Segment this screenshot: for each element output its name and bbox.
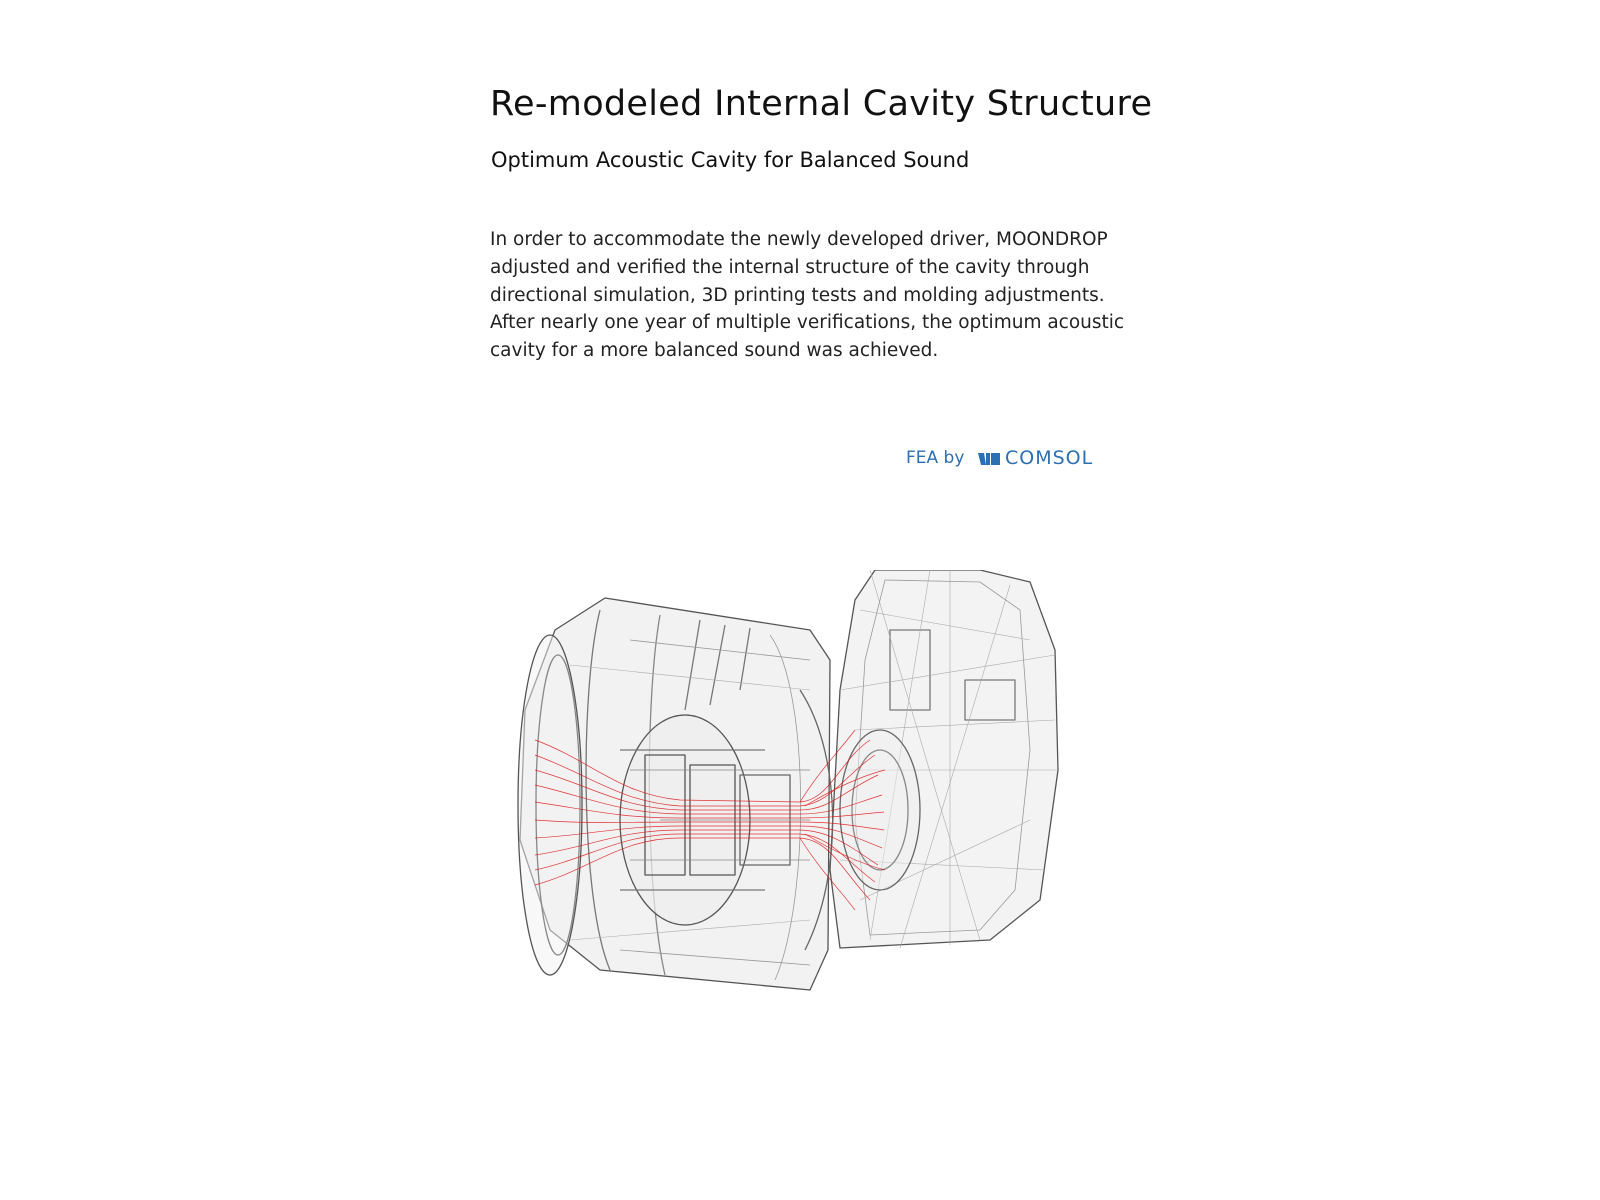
comsol-logo-icon	[978, 452, 1000, 466]
page-title: Re-modeled Internal Cavity Structure	[490, 84, 1153, 124]
description-line: In order to accommodate the newly developed driver, MOONDROP	[490, 229, 1108, 250]
page-subtitle: Optimum Acoustic Cavity for Balanced Sound	[491, 148, 970, 172]
description-line: After nearly one year of multiple verifications, the optimum acoustic	[490, 312, 1125, 334]
description-paragraph	[490, 226, 1140, 365]
earphone-cavity-wireframe-icon	[510, 570, 1090, 1020]
description-line: adjusted and verified the internal structure of the cavity through	[490, 256, 1090, 278]
fea-credit-label: FEA by	[906, 448, 965, 468]
description-line: cavity for a more balanced sound was achieved.	[490, 340, 939, 362]
description-line: directional simulation, 3D printing tests and molding adjustments.	[490, 284, 1105, 306]
comsol-brand-text: COMSOL	[1005, 447, 1094, 469]
